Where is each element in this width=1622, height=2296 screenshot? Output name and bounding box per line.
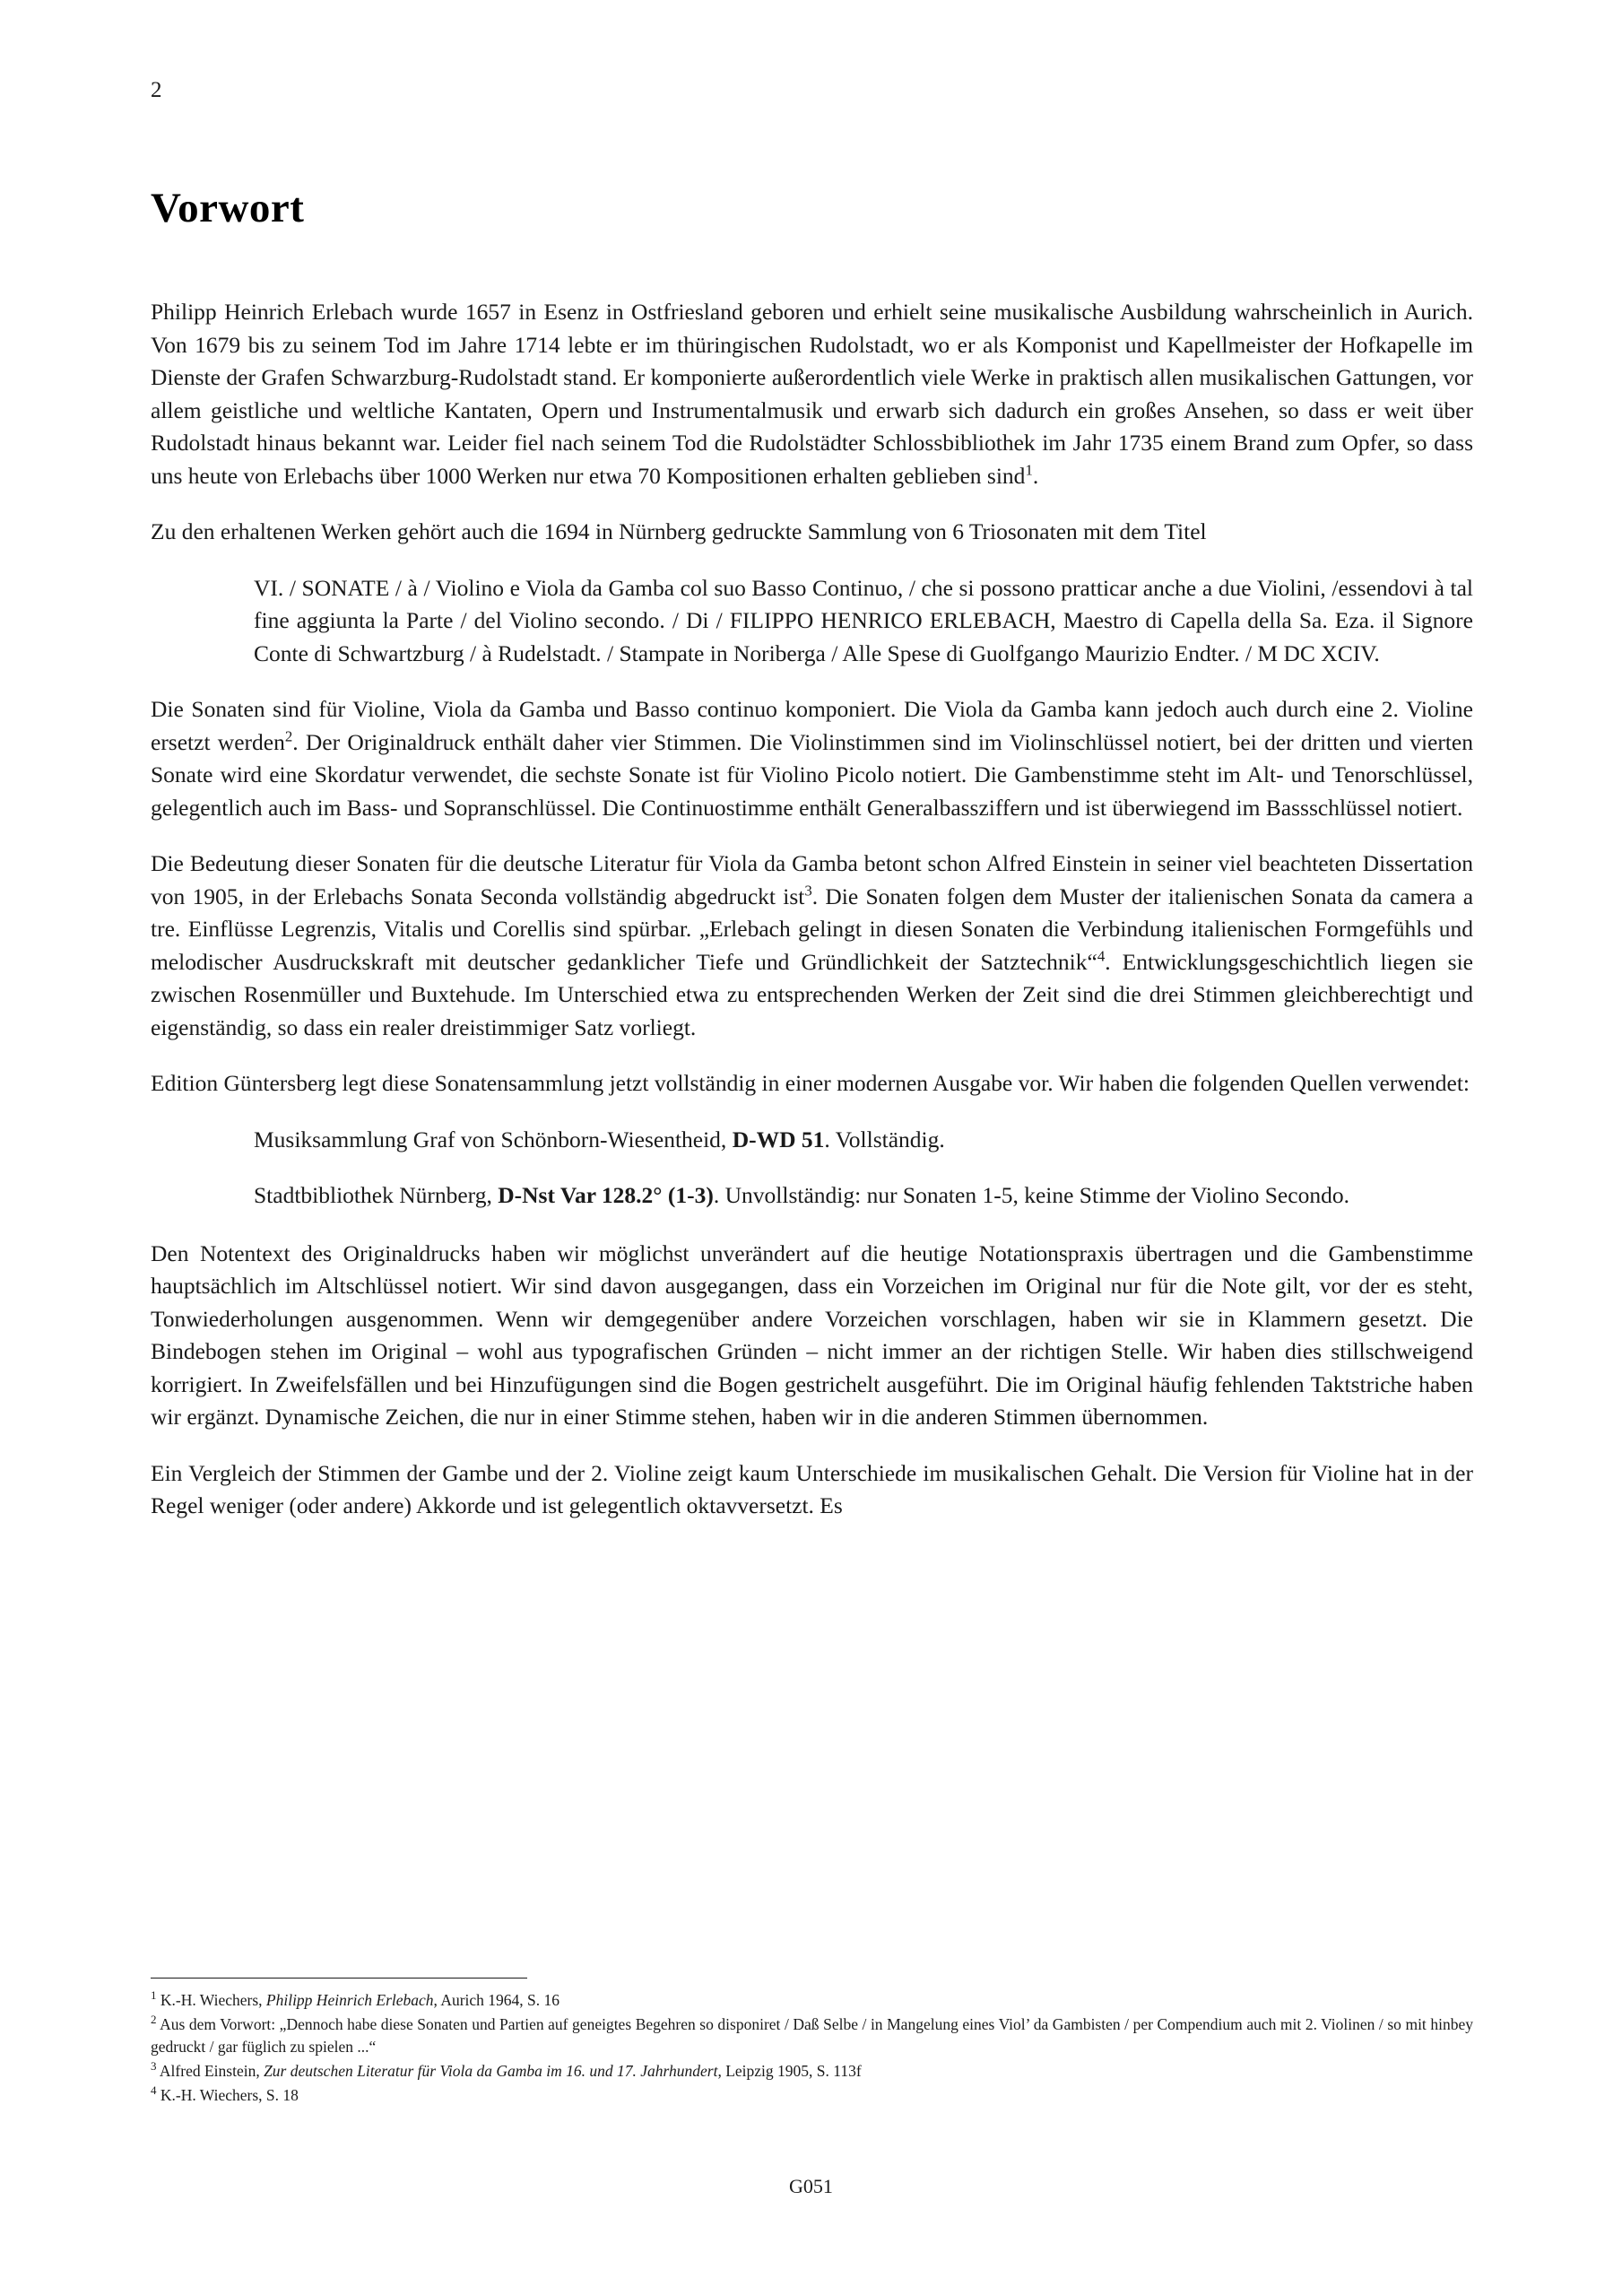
paragraph-scoring — [151, 693, 1473, 824]
footnote-1 — [151, 1989, 1473, 2012]
footnote-3-title: Zur deutschen Literatur für Viola da Gamba im 16. und 17. Jahrhundert — [264, 2062, 718, 2080]
footnote-separator — [151, 1978, 527, 1979]
footnote-3-post: , Leipzig 1905, S. 113f — [717, 2062, 862, 2080]
paragraph-biography: Philipp Heinrich Erlebach wurde 1657 in Esenz in Ostfriesland geboren und erhielt seine musikalische Ausbildung wahrscheinlich in Aurich. Von 1679 bis zu seinem Tod im Jahre 1714 lebte er im thüringischen Rudolstadt, wo er als Komponist und Kapellmeister der Hofkapelle im Dienste der Grafen Schwarzburg-Rudolstadt stand. Er komponierte außerordentlich viele Werke in praktisch allen musikalischen Gattungen, vor allem geistliche und weltliche Kantaten, Opern und Instrumentalmusik und erwarb sich dadurch ein großes Ansehen, so dass er weit über Rudolstadt hinaus bekannt war. Leider fiel nach seinem Tod die Rudolstädter Schlossbibliothek im Jahr 1735 einem Brand zum Opfer, so dass uns heute von Erlebachs über 1000 Werken nur etwa 70 Kompositionen erhalten geblieben sind$^1$. — [151, 299, 1473, 489]
footnote-2 — [151, 2013, 1473, 2058]
footnote-ref-2: 2 — [284, 727, 293, 744]
source-1-suffix: . Vollständig. — [824, 1126, 945, 1152]
paragraph-collection-intro: Zu den erhaltenen Werken gehört auch die 1694 in Nürnberg gedruckte Sammlung von 6 Triosonaten mit dem Titel — [151, 518, 1207, 544]
source-2-shelfmark: D-Nst Var 128.2° (1-3) — [498, 1182, 714, 1208]
paragraph-comparison: Ein Vergleich der Stimmen der Gambe und der 2. Violine zeigt kaum Unterschiede im musikalischen Gehalt. Die Version für Violine hat in der Regel weniger (oder andere) Akkorde und ist gelegentlich oktavversetzt. Es — [151, 1459, 1473, 1518]
footnote-ref-1: 1 — [1025, 461, 1033, 478]
source-2-suffix: . Unvollständig: nur Sonaten 1-5, keine Stimme der Violino Secondo. — [713, 1182, 1349, 1208]
footnote-4-number: 4 — [151, 2083, 157, 2098]
source-2-prefix: Stadtbibliothek Nürnberg, — [254, 1182, 499, 1208]
footnote-3-number: 3 — [151, 2059, 157, 2074]
footnote-1-number: 1 — [151, 1988, 157, 2003]
source-1-prefix: Musiksammlung Graf von Schönborn-Wiesentheid, — [254, 1126, 733, 1152]
source-item-1 — [254, 1124, 1473, 1157]
paragraph-editorial-notes: Den Notentext des Originaldrucks haben wir möglichst unverändert auf die heutige Notationspraxis übertragen und die Gambenstimme hauptsächlich im Altschlüssel notiert. Wir sind davon ausgegangen, dass ein Vorzeichen im Original nur für die Note gilt, vor der es steht, Tonwiederholungen ausgenommen. Wenn wir demgegenüber andere Vorzeichen vorschlagen, haben wir sie in Klammern gesetzt. Die Bindebogen stehen im Original – wohl aus typografischen Gründen – nicht immer an der richtigen Stelle. Wir haben dies stillschweigend korrigiert. In Zweifelsfällen und bei Hinzufügungen sind die Bogen gestrichelt ausgeführt. Die im Original häufig fehlenden Taktstriche haben wir ergänzt. Dynamische Zeichen, die nur in einer Stimme stehen, haben wir in die anderen Stimmen übernommen. — [151, 1239, 1473, 1430]
footnote-3 — [151, 2060, 1473, 2083]
footnote-1-post: , Aurich 1964, S. 16 — [433, 1991, 560, 2009]
source-item-2 — [254, 1179, 1473, 1213]
source-1-shelfmark: D-WD 51 — [732, 1126, 825, 1152]
paragraph-significance-rest: . Die Sonaten folgen dem Muster der italienischen Sonata da camera a tre. Einflüsse Legrenzis, Vitalis und Corellis sind spürbar. „Erlebach gelingt in diesen Sonaten die Verbindung italienischen Formgefühls und melodischer Ausdruckskraft mit deutscher gedanklicher Tiefe und Gründlichkeit der Satztechnik“ — [151, 883, 1474, 975]
footnote-2-pre: Aus dem Vorwort: „Dennoch habe diese Sonaten und Partien auf geneigtes Begehren so disponiret / Daß Selbe / in Mangelung eines Viol’ da Gambisten / per Compendium auch mit 2. Violinen / so mit hinbey gedruckt / gar füglich zu spielen ...“ — [151, 2015, 1473, 2056]
footnotes-section — [151, 1978, 1473, 2109]
footnote-1-title: Philipp Heinrich Erlebach — [265, 1991, 434, 2009]
page-footer-code: G051 — [789, 2175, 833, 2197]
page-title: Vorwort — [151, 185, 305, 231]
footnote-2-number: 2 — [151, 2013, 157, 2027]
footnote-ref-3: 3 — [804, 882, 812, 899]
document-body — [151, 296, 1473, 1546]
page-number: 2 — [151, 78, 162, 102]
footnote-ref-4: 4 — [1097, 947, 1106, 964]
paragraph-scoring-rest: . Der Originaldruck enthält daher vier Stimmen. Die Violinstimmen sind im Violinschlüssel notiert, bei der dritten und vierten Sonate wird eine Skordatur verwendet, die sechste Sonate ist für Violino Picolo notiert. Die Gambenstimme steht im Alt- und Tenorschlüssel, gelegentlich auch im Bass- und Sopranschlüssel. Die Continuostimme enthält Generalbassziffern und ist überwiegend im Bassschlüssel notiert. — [151, 728, 1473, 821]
footnote-4 — [151, 2084, 1473, 2107]
paragraph-significance-text: Die Bedeutung dieser Sonaten für die deutsche Literatur für Viola da Gamba betont schon Alfred Einstein in seiner viel beachteten Dissertation von 1905, in der Erlebachs Sonata Seconda vollständig abgedruckt ist — [151, 850, 1473, 909]
paragraph-significance — [151, 848, 1473, 1044]
footnote-3-pre: Alfred Einstein, — [159, 2062, 265, 2080]
paragraph-biography-text: Philipp Heinrich Erlebach wurde 1657 in Esenz in Ostfriesland geboren und erhielt seine musikalische Ausbildung wahrscheinlich in Aurich. Von 1679 bis zu seinem Tod im Jahre 1714 lebte er im thüringischen Rudolstadt, wo er als Komponist und Kapellmeister der Hofkapelle im Dienste der Grafen Schwarzburg-Rudolstadt stand. Er komponierte außerordentlich viele Werke in praktisch allen musikalischen Gattungen, vor allem geistliche und weltliche Kantaten, Opern und Instrumentalmusik und erwarb sich dadurch ein großes Ansehen, so dass er weit über Rudolstadt hinaus bekannt war. Leider fiel nach seinem Tod die Rudolstädter Schlossbibliothek im Jahr 1735 einem Brand zum Opfer, so dass uns heute von Erlebachs über 1000 Werken nur etwa 70 Kompositionen erhalten geblieben sind — [151, 299, 1473, 489]
footnote-4-pre: K.-H. Wiechers, S. 18 — [160, 2086, 299, 2104]
footnote-1-pre: K.-H. Wiechers, — [160, 1991, 266, 2009]
paragraph-scoring-text: Die Sonaten sind für Violine, Viola da Gamba und Basso continuo komponiert. Die Viola da Gamba kann jedoch auch durch eine 2. Violine ersetzt werden — [151, 696, 1473, 755]
original-title-quote: VI. / SONATE / à / Violino e Viola da Gamba col suo Basso Continuo, / che si possono pratticar anche a due Violini, /essendovi à tal fine aggiunta la Parte / del Violino secondo. / Di / FILIPPO HENRICO ERLEBACH, Maestro di Capella della Sa. Eza. il Signore Conte di Schwartzburg / à Rudelstadt. / Stampate in Noriberga / Alle Spese di Guolfgango Maurizio Endter. / M DC XCIV. — [254, 574, 1473, 666]
paragraph-significance-tail: . Entwicklungsgeschichtlich liegen sie zwischen Rosenmüller und Buxtehude. Im Unterschied etwa zu entsprechenden Werken der Zeit sind die drei Stimmen gleichberechtigt und eigenständig, so dass ein realer dreistimmiger Satz vorliegt. — [151, 948, 1474, 1040]
paragraph-edition: Edition Güntersberg legt diese Sonatensammlung jetzt vollständig in einer modernen Ausgabe vor. Wir haben die folgenden Quellen verwendet: — [151, 1070, 1470, 1096]
